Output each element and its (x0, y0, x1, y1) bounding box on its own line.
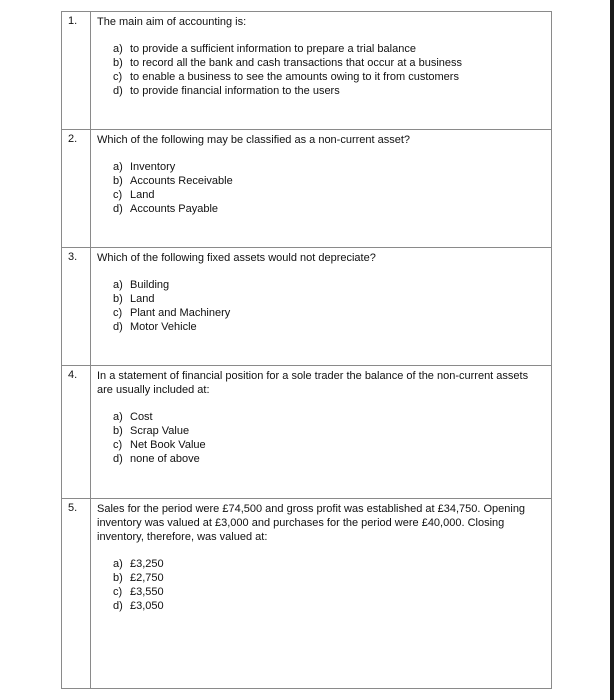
option-letter: a) (113, 161, 123, 173)
option-letter: c) (113, 189, 123, 201)
option-item (113, 599, 545, 613)
option-item (113, 452, 545, 466)
option-text: £3,250 (130, 558, 164, 570)
question-row (62, 366, 552, 499)
question-text: Sales for the period were £74,500 and gross profit was established at £34,750. Opening inventory was valued at £3,000 and purchases for the period were £40,000. Closing inventory, therefore, was valued at: (97, 503, 526, 543)
option-letter: b) (113, 293, 123, 305)
option-item (113, 292, 545, 306)
option-item (113, 410, 545, 424)
question-cell (91, 248, 552, 366)
option-list (97, 278, 545, 334)
option-letter: a) (113, 43, 123, 55)
option-item (113, 438, 545, 452)
option-item (113, 56, 545, 70)
question-text: Which of the following may be classified as a non-current asset? (97, 134, 411, 146)
option-item (113, 278, 545, 292)
option-text: Plant and Machinery (130, 307, 231, 319)
question-cell (91, 12, 552, 130)
option-letter: d) (113, 600, 123, 612)
option-item (113, 188, 545, 202)
option-text: Inventory (130, 161, 176, 173)
option-text: Motor Vehicle (130, 321, 197, 333)
question-row (62, 12, 552, 130)
option-text: Land (130, 293, 155, 305)
option-item (113, 174, 545, 188)
option-letter: a) (113, 558, 123, 570)
option-letter: a) (113, 411, 123, 423)
option-letter: c) (113, 439, 123, 451)
question-cell (91, 366, 552, 499)
option-letter: c) (113, 586, 123, 598)
question-row (62, 499, 552, 689)
question-number: 4. (62, 366, 91, 499)
option-list (97, 557, 545, 613)
option-list (97, 410, 545, 466)
option-text: £3,550 (130, 586, 164, 598)
option-list (97, 42, 545, 98)
question-number: 3. (62, 248, 91, 366)
option-text: to enable a business to see the amounts owing to it from customers (130, 71, 459, 83)
option-text: Building (130, 279, 170, 291)
question-cell (91, 499, 552, 689)
question-number: 5. (62, 499, 91, 689)
question-text: The main aim of accounting is: (97, 16, 247, 28)
option-item (113, 202, 545, 216)
question-number: 1. (62, 12, 91, 130)
option-text: £3,050 (130, 600, 164, 612)
option-text: Land (130, 189, 155, 201)
option-text: Cost (130, 411, 153, 423)
option-item (113, 585, 545, 599)
option-text: none of above (130, 453, 200, 465)
quiz-table (61, 11, 552, 689)
option-text: to provide financial information to the users (130, 85, 340, 97)
option-item (113, 424, 545, 438)
option-letter: d) (113, 453, 123, 465)
option-letter: d) (113, 321, 123, 333)
option-text: Accounts Payable (130, 203, 219, 215)
option-item (113, 84, 545, 98)
option-letter: c) (113, 71, 123, 83)
question-number: 2. (62, 130, 91, 248)
option-text: to record all the bank and cash transactions that occur at a business (130, 57, 463, 69)
option-item (113, 306, 545, 320)
option-text: Accounts Receivable (130, 175, 233, 187)
option-text: Net Book Value (130, 439, 206, 451)
option-item (113, 70, 545, 84)
option-item (113, 42, 545, 56)
option-letter: d) (113, 85, 123, 97)
option-letter: b) (113, 572, 123, 584)
option-letter: b) (113, 175, 123, 187)
option-letter: b) (113, 425, 123, 437)
option-letter: c) (113, 307, 123, 319)
page-edge-border (610, 0, 614, 700)
option-letter: a) (113, 279, 123, 291)
question-row (62, 248, 552, 366)
option-text: Scrap Value (130, 425, 190, 437)
question-cell (91, 130, 552, 248)
question-text: Which of the following fixed assets would not depreciate? (97, 252, 376, 264)
option-item (113, 320, 545, 334)
option-item (113, 571, 545, 585)
option-text: £2,750 (130, 572, 164, 584)
question-text: In a statement of financial position for a sole trader the balance of the non-current assets are usually included at: (97, 370, 529, 396)
option-item (113, 557, 545, 571)
option-letter: d) (113, 203, 123, 215)
option-letter: b) (113, 57, 123, 69)
option-text: to provide a sufficient information to prepare a trial balance (130, 43, 416, 55)
option-item (113, 160, 545, 174)
option-list (97, 160, 545, 216)
question-row (62, 130, 552, 248)
